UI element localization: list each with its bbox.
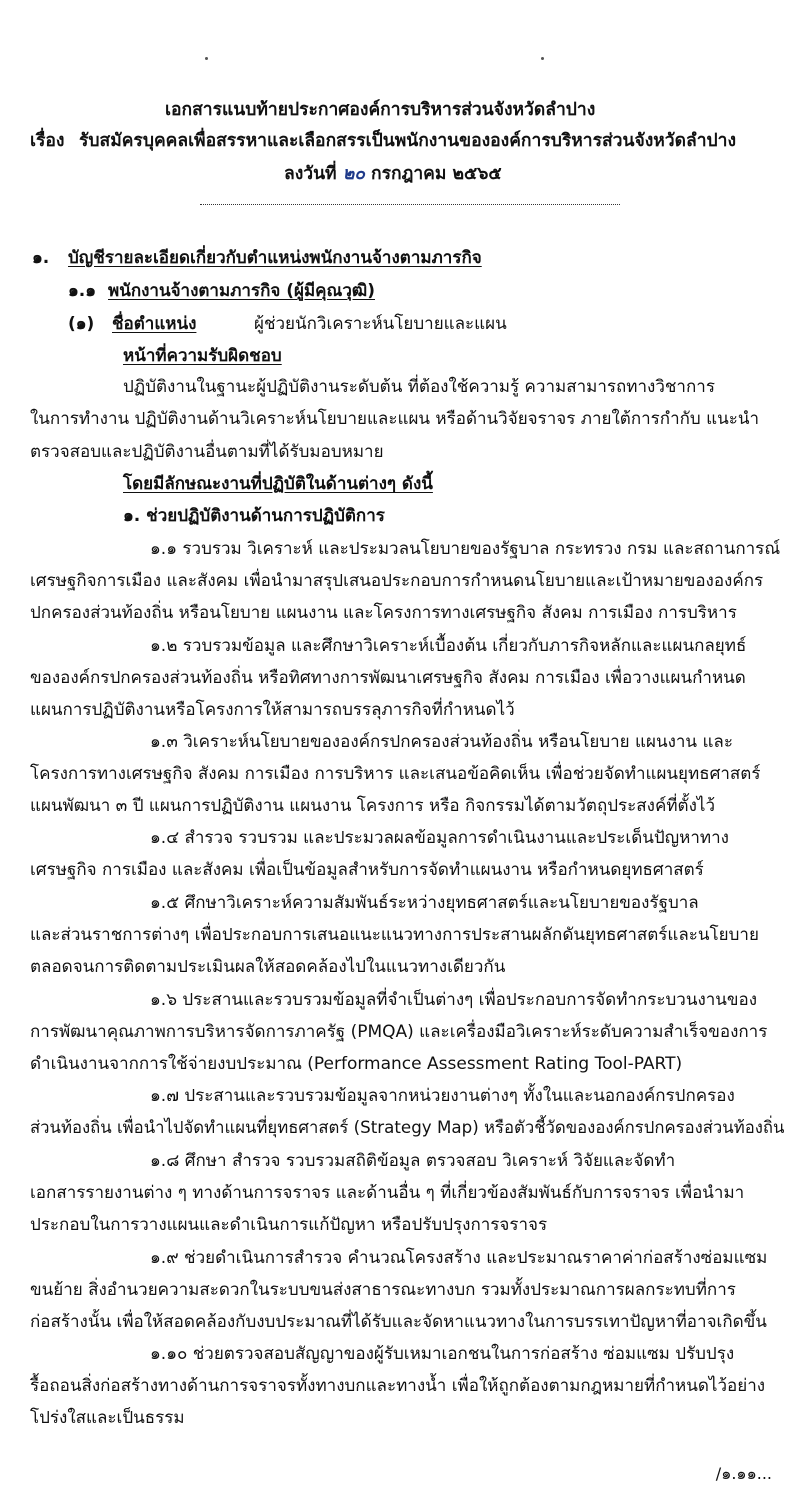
item-line: ๑.๑ รวบรวม วิเคราะห์ และประมวลนโยบายของรัฐบาล กระทรวง กรม และสถานการณ์ [150, 539, 781, 559]
subsection-title: พนักงานจ้างตามภารกิจ (ผู้มีคุณวุฒิ) [108, 281, 375, 301]
header-title: เอกสารแนบท้ายประกาศองค์การบริหารส่วนจังหวัดลำปาง [165, 100, 596, 120]
item-line: เอกสารรายงานต่าง ๆ ทางด้านการจราจร และด้านอื่น ๆ ที่เกี่ยวข้องสัมพันธ์กับการจราจร เพื่อนำมา [30, 1183, 745, 1203]
duty-line: ปฏิบัติงานในฐานะผู้ปฏิบัติงานระดับต้น ที่ต้องใช้ความรู้ ความสามารถทางวิชาการ [123, 377, 715, 397]
continuation-marker: /๑.๑๑... [715, 1464, 772, 1483]
item-line: แผนการปฏิบัติงานหรือโครงการให้สามารถบรรลุภารกิจที่กำหนดไว้ [30, 700, 515, 720]
item-line: รื้อถอนสิ่งก่อสร้างทางด้านการจราจรทั้งทางบกและทางน้ำ เพื่อให้ถูกต้องตามกฎหมายที่กำหนดไว้อย่าง [30, 1376, 766, 1396]
scan-speck [541, 57, 544, 60]
subsection-number: ๑.๑ [68, 281, 97, 301]
item-line: และส่วนราชการต่างๆ เพื่อประกอบการเสนอแนะแนวทางการประสานผลักดันยุทธศาสตร์และนโยบาย [30, 925, 759, 945]
position-name: ผู้ช่วยนักวิเคราะห์นโยบายและแผน [254, 314, 507, 334]
item-line: ๑.๓ วิเคราะห์นโยบายขององค์กรปกครองส่วนท้องถิ่น หรือนโยบาย แผนงาน และ [150, 732, 733, 752]
header-subject-label: เรื่อง [30, 131, 65, 151]
position-number: (๑) [68, 314, 95, 334]
duty-line: ในการทำงาน ปฏิบัติงานด้านวิเคราะห์นโยบายและแผน หรือด้านวิจัยจราจร ภายใต้การกำกับ แนะนำ [30, 409, 760, 429]
item-line: เศรษฐกิจ การเมือง และสังคม เพื่อเป็นข้อมูลสำหรับการจัดทำแผนงาน หรือกำหนดยุทธศาสตร์ [30, 860, 704, 880]
characteristics-heading: โดยมีลักษณะงานที่ปฏิบัติในด้านต่างๆ ดังนี้ [123, 474, 433, 494]
item-line: ขนย้าย สิ่งอำนวยความสะดวกในระบบขนส่งสาธารณะทางบก รวมทั้งประมาณการผลกระทบที่การ [30, 1280, 736, 1300]
item-line: ปกครองส่วนท้องถิ่น หรือนโยบาย แผนงาน และโครงการทางเศรษฐกิจ สังคม การเมือง การบริหาร [30, 603, 737, 623]
item-line: ส่วนท้องถิ่น เพื่อนำไปจัดทำแผนที่ยุทธศาสตร์ (Strategy Map) หรือตัวชี้วัดขององค์กรปกครองส่วนท้องถิ่น [30, 1118, 785, 1138]
item-line: ๑.๑๐ ช่วยตรวจสอบสัญญาของผู้รับเหมาเอกชนในการก่อสร้าง ซ่อมแซม ปรับปรุง [150, 1344, 735, 1364]
item-line: ประกอบในการวางแผนและดำเนินการแก้ปัญหา หรือปรับปรุงการจราจร [30, 1215, 548, 1235]
item-line: ๑.๖ ประสานและรวบรวมข้อมูลที่จำเป็นต่างๆ เพื่อประกอบการจัดทำกระบวนงานของ [150, 990, 758, 1010]
item-line: ๑.๒ รวบรวมข้อมูล และศึกษาวิเคราะห์เบื้องต้น เกี่ยวกับภารกิจหลักและแผนกลยุทธ์ [150, 636, 747, 656]
item-line: แผนพัฒนา ๓ ปี แผนการปฏิบัติงาน แผนงาน โครงการ หรือ กิจกรรมได้ตามวัตถุประสงค์ที่ตั้งไว้ [30, 796, 715, 816]
date-rest: กรกฎาคม ๒๕๖๕ [371, 164, 502, 184]
item-line: โครงการทางเศรษฐกิจ สังคม การเมือง การบริหาร และเสนอข้อคิดเห็น เพื่อช่วยจัดทำแผนยุทธศาสตร์ [30, 764, 761, 784]
item-line: ก่อสร้างนั้น เพื่อให้สอดคล้องกับงบประมาณที่ได้รับและจัดหาแนวทางในการบรรเทาปัญหาที่อาจเกิดขึ้น [30, 1312, 767, 1332]
section-number: ๑. [32, 248, 50, 268]
duty-line: ตรวจสอบและปฏิบัติงานอื่นตามที่ได้รับมอบหมาย [30, 442, 384, 462]
item-line: การพัฒนาคุณภาพการบริหารจัดการภาครัฐ (PMQA) และเครื่องมือวิเคราะห์ระดับความสำเร็จของการ [30, 1022, 768, 1042]
date-day: ๒๐ [342, 164, 365, 184]
scan-speck [205, 57, 208, 60]
item-line: ๑.๔ สำรวจ รวบรวม และประมวลผลข้อมูลการดำเนินงานและประเด็นปัญหาทาง [150, 828, 729, 848]
duty-heading: หน้าที่ความรับผิดชอบ [123, 346, 282, 366]
header-divider [200, 204, 620, 205]
area1-heading: ๑. ช่วยปฏิบัติงานด้านการปฏิบัติการ [123, 506, 385, 526]
item-line: ดำเนินงานจากการใช้จ่ายงบประมาณ (Performance Assessment Rating Tool-PART) [30, 1054, 683, 1074]
item-line: โปร่งใสและเป็นธรรม [30, 1408, 185, 1428]
date-prefix: ลงวันที่ [284, 164, 337, 184]
item-line: ๑.๗ ประสานและรวบรวมข้อมูลจากหน่วยงานต่างๆ ทั้งในและนอกองค์กรปกครอง [150, 1086, 735, 1106]
item-line: ๑.๕ ศึกษาวิเคราะห์ความสัมพันธ์ระหว่างยุทธศาสตร์และนโยบายของรัฐบาล [150, 893, 699, 913]
position-label: ชื่อตำแหน่ง [112, 314, 197, 334]
item-line: เศรษฐกิจการเมือง และสังคม เพื่อนำมาสรุปเสนอประกอบการกำหนดนโยบายและเป้าหมายขององค์กร [30, 571, 764, 591]
header-date [284, 162, 502, 186]
item-line: ๑.๙ ช่วยดำเนินการสำรวจ คำนวณโครงสร้าง และประมาณราคาค่าก่อสร้างซ่อมแซม [150, 1248, 768, 1268]
item-line: ขององค์กรปกครองส่วนท้องถิ่น หรือทิศทางการพัฒนาเศรษฐกิจ สังคม การเมือง เพื่อวางแผนกำหนด [30, 668, 746, 688]
item-line: ๑.๘ ศึกษา สำรวจ รวบรวมสถิติข้อมูล ตรวจสอบ วิเคราะห์ วิจัยและจัดทำ [150, 1151, 676, 1171]
header-subject-text: รับสมัครบุคคลเพื่อสรรหาและเลือกสรรเป็นพนักงานขององค์การบริหารส่วนจังหวัดลำปาง [79, 131, 737, 151]
item-line: ตลอดจนการติดตามประเมินผลให้สอดคล้องไปในแนวทางเดียวกัน [30, 957, 506, 977]
section-title: บัญชีรายละเอียดเกี่ยวกับตำแหน่งพนักงานจ้างตามภารกิจ [68, 248, 482, 268]
